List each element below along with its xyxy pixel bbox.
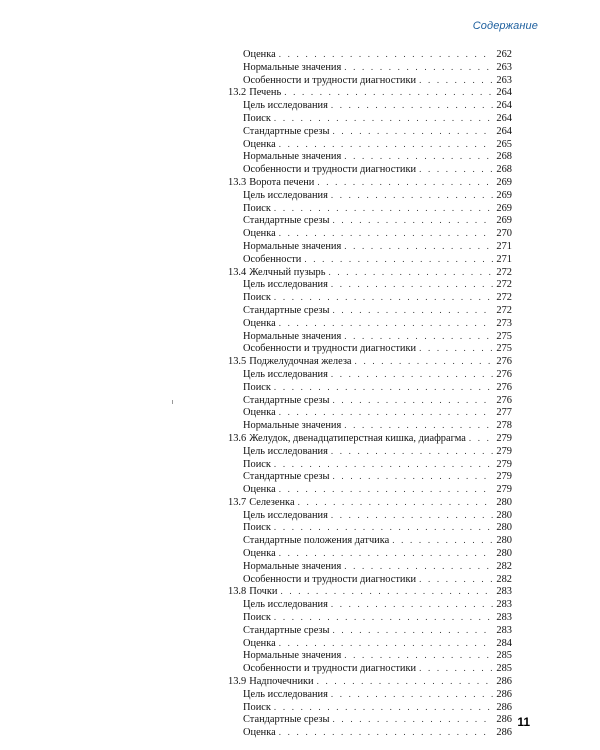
- toc-subsection-entry: [228, 227, 512, 240]
- toc-subsection-entry: [228, 125, 512, 138]
- toc-subsection-entry: [228, 394, 512, 407]
- toc-entry-title: Поиск: [243, 381, 271, 393]
- toc-subsection-entry: [228, 458, 512, 471]
- toc-section-number: 13.6: [228, 432, 247, 444]
- toc-subsection-entry: [228, 726, 512, 739]
- toc-dot-leader: [331, 598, 494, 611]
- toc-entry-title: Особенности: [243, 253, 302, 265]
- toc-dot-leader: [279, 483, 494, 496]
- toc-dot-leader: [333, 214, 494, 227]
- toc-page-number: 283: [496, 624, 512, 636]
- toc-dot-leader: [333, 304, 494, 317]
- toc-page-number: 286: [496, 701, 512, 713]
- toc-subsection-entry: [228, 534, 512, 547]
- toc-page-number: 270: [496, 228, 512, 240]
- toc-entry-title: Желудок, двенадцатиперстная кишка, диафрагма: [249, 432, 466, 444]
- toc-entry-title: Особенности и трудности диагностики: [243, 573, 417, 585]
- toc-page-number: 280: [496, 496, 512, 508]
- toc-entry-title: Ворота печени: [249, 176, 315, 188]
- toc-subsection-entry: [228, 406, 512, 419]
- toc-dot-leader: [333, 713, 494, 726]
- toc-entry-title: Поиск: [243, 112, 271, 124]
- toc-dot-leader: [279, 406, 494, 419]
- toc-section-entry: [228, 176, 512, 189]
- toc-dot-leader: [344, 560, 493, 573]
- toc-entry-title: Поиск: [243, 612, 271, 624]
- toc-section-number: 13.5: [228, 356, 247, 368]
- toc-page-number: 276: [496, 381, 512, 393]
- toc-subsection-entry: [228, 99, 512, 112]
- toc-subsection-entry: [228, 509, 512, 522]
- toc-page-number: 286: [496, 714, 512, 726]
- toc-section-entry: [228, 496, 512, 509]
- toc-dot-leader: [344, 649, 493, 662]
- toc-entry-title: Оценка: [243, 228, 276, 240]
- toc-entry-title: Стандартные срезы: [243, 624, 330, 636]
- toc-entry-title: Цель исследования: [243, 599, 328, 611]
- toc-dot-leader: [344, 150, 493, 163]
- toc-dot-leader: [279, 547, 494, 560]
- toc-subsection-entry: [228, 150, 512, 163]
- toc-dot-leader: [331, 509, 494, 522]
- toc-entry-title: Желчный пузырь: [249, 266, 326, 278]
- toc-subsection-entry: [228, 330, 512, 343]
- toc-subsection-entry: [228, 483, 512, 496]
- toc-page-number: 264: [496, 112, 512, 124]
- toc-page-number: 275: [496, 343, 512, 355]
- toc-entry-title: Нормальные значения: [243, 151, 342, 163]
- toc-page-number: 280: [496, 548, 512, 560]
- toc-page-number: 282: [496, 573, 512, 585]
- toc-subsection-entry: [228, 637, 512, 650]
- toc-section-number: 13.3: [228, 176, 247, 188]
- toc-subsection-entry: [228, 521, 512, 534]
- toc-dot-leader: [419, 573, 493, 586]
- toc-page-number: 264: [496, 100, 512, 112]
- toc-dot-leader: [298, 496, 494, 509]
- toc-dot-leader: [344, 419, 493, 432]
- toc-section-number: 13.2: [228, 87, 247, 99]
- toc-entry-title: Оценка: [243, 317, 276, 329]
- toc-page-number: 263: [496, 74, 512, 86]
- toc-dot-leader: [419, 662, 493, 675]
- toc-entry-title: Стандартные срезы: [243, 714, 330, 726]
- toc-subsection-entry: [228, 688, 512, 701]
- toc-page-number: 279: [496, 432, 512, 444]
- toc-entry-title: Особенности и трудности диагностики: [243, 663, 417, 675]
- toc-entry-title: Поиск: [243, 458, 271, 470]
- toc-dot-leader: [344, 240, 493, 253]
- toc-subsection-entry: [228, 112, 512, 125]
- toc-dot-leader: [419, 163, 493, 176]
- toc-entry-title: Нормальные значения: [243, 240, 342, 252]
- toc-dot-leader: [469, 432, 494, 445]
- toc-dot-leader: [284, 86, 493, 99]
- toc-entry-title: Цель исследования: [243, 368, 328, 380]
- toc-section-number: 13.4: [228, 266, 247, 278]
- toc-subsection-entry: [228, 189, 512, 202]
- toc-subsection-entry: [228, 713, 512, 726]
- toc-dot-leader: [280, 585, 493, 598]
- table-of-contents: [228, 48, 512, 739]
- toc-page-number: 280: [496, 509, 512, 521]
- toc-entry-title: Особенности и трудности диагностики: [243, 74, 417, 86]
- toc-dot-leader: [419, 342, 493, 355]
- toc-page-number: 279: [496, 471, 512, 483]
- toc-page-number: 279: [496, 484, 512, 496]
- page-number: 11: [517, 715, 530, 729]
- toc-dot-leader: [333, 125, 494, 138]
- toc-dot-leader: [331, 445, 494, 458]
- toc-subsection-entry: [228, 381, 512, 394]
- toc-entry-title: Оценка: [243, 484, 276, 496]
- toc-subsection-entry: [228, 342, 512, 355]
- toc-subsection-entry: [228, 662, 512, 675]
- toc-subsection-entry: [228, 419, 512, 432]
- toc-page-number: 272: [496, 266, 512, 278]
- toc-subsection-entry: [228, 278, 512, 291]
- toc-page-number: 283: [496, 599, 512, 611]
- toc-subsection-entry: [228, 470, 512, 483]
- toc-page-number: 263: [496, 61, 512, 73]
- toc-page-number: 264: [496, 87, 512, 99]
- toc-page-number: 269: [496, 202, 512, 214]
- toc-page-number: 269: [496, 189, 512, 201]
- toc-section-entry: [228, 585, 512, 598]
- toc-entry-title: Поиск: [243, 522, 271, 534]
- toc-page-number: 282: [496, 560, 512, 572]
- toc-subsection-entry: [228, 649, 512, 662]
- toc-dot-leader: [274, 458, 493, 471]
- toc-entry-title: Стандартные срезы: [243, 471, 330, 483]
- toc-entry-title: Стандартные срезы: [243, 394, 330, 406]
- toc-dot-leader: [419, 74, 493, 87]
- toc-entry-title: Цель исследования: [243, 509, 328, 521]
- toc-page-number: 279: [496, 445, 512, 457]
- toc-dot-leader: [344, 330, 493, 343]
- toc-section-entry: [228, 86, 512, 99]
- toc-page-number: 268: [496, 164, 512, 176]
- toc-subsection-entry: [228, 163, 512, 176]
- toc-page-number: 271: [496, 240, 512, 252]
- toc-entry-title: Нормальные значения: [243, 61, 342, 73]
- toc-entry-title: Нормальные значения: [243, 560, 342, 572]
- toc-entry-title: Цель исследования: [243, 279, 328, 291]
- toc-entry-title: Оценка: [243, 548, 276, 560]
- toc-entry-title: Оценка: [243, 727, 276, 739]
- toc-subsection-entry: [228, 214, 512, 227]
- toc-dot-leader: [331, 99, 494, 112]
- toc-entry-title: Печень: [249, 87, 282, 99]
- toc-section-number: 13.7: [228, 496, 247, 508]
- toc-dot-leader: [274, 611, 493, 624]
- toc-page-number: 286: [496, 727, 512, 739]
- toc-page-number: 278: [496, 420, 512, 432]
- toc-dot-leader: [274, 381, 493, 394]
- toc-entry-title: Цель исследования: [243, 100, 328, 112]
- toc-dot-leader: [333, 470, 494, 483]
- running-header: Содержание: [472, 20, 538, 32]
- toc-dot-leader: [279, 726, 494, 739]
- toc-entry-title: Цель исследования: [243, 189, 328, 201]
- toc-dot-leader: [344, 61, 493, 74]
- toc-entry-title: Стандартные срезы: [243, 125, 330, 137]
- toc-subsection-entry: [228, 291, 512, 304]
- toc-entry-title: Почки: [249, 586, 278, 598]
- toc-dot-leader: [331, 278, 494, 291]
- toc-entry-title: Нормальные значения: [243, 420, 342, 432]
- toc-entry-title: Оценка: [243, 138, 276, 150]
- toc-entry-title: Поиск: [243, 292, 271, 304]
- toc-subsection-entry: [228, 701, 512, 714]
- toc-page-number: 272: [496, 304, 512, 316]
- toc-subsection-entry: [228, 560, 512, 573]
- toc-subsection-entry: [228, 202, 512, 215]
- toc-entry-title: Оценка: [243, 637, 276, 649]
- toc-section-entry: [228, 675, 512, 688]
- toc-dot-leader: [274, 202, 493, 215]
- toc-dot-leader: [317, 176, 493, 189]
- toc-dot-leader: [317, 675, 494, 688]
- toc-subsection-entry: [228, 368, 512, 381]
- toc-dot-leader: [331, 368, 494, 381]
- toc-entry-title: Особенности и трудности диагностики: [243, 164, 417, 176]
- scan-speck: [172, 400, 173, 404]
- toc-entry-title: Нормальные значения: [243, 650, 342, 662]
- toc-page-number: 283: [496, 612, 512, 624]
- toc-entry-title: Цель исследования: [243, 445, 328, 457]
- toc-subsection-entry: [228, 547, 512, 560]
- toc-entry-title: Цель исследования: [243, 688, 328, 700]
- toc-subsection-entry: [228, 240, 512, 253]
- toc-subsection-entry: [228, 48, 512, 61]
- toc-dot-leader: [279, 317, 494, 330]
- toc-page-number: 271: [496, 253, 512, 265]
- toc-page-number: 269: [496, 215, 512, 227]
- toc-section-entry: [228, 432, 512, 445]
- toc-subsection-entry: [228, 61, 512, 74]
- toc-dot-leader: [274, 521, 493, 534]
- toc-subsection-entry: [228, 573, 512, 586]
- toc-dot-leader: [279, 637, 494, 650]
- toc-subsection-entry: [228, 253, 512, 266]
- toc-subsection-entry: [228, 611, 512, 624]
- toc-page-number: 284: [496, 637, 512, 649]
- toc-dot-leader: [279, 48, 494, 61]
- toc-dot-leader: [274, 291, 493, 304]
- toc-page-number: 262: [496, 49, 512, 60]
- toc-entry-title: Стандартные положения датчика: [243, 535, 390, 547]
- toc-entry-title: Поиск: [243, 202, 271, 214]
- toc-page-number: 285: [496, 663, 512, 675]
- toc-page-number: 280: [496, 535, 512, 547]
- toc-page-number: 277: [496, 407, 512, 419]
- toc-page-number: 283: [496, 586, 512, 598]
- toc-dot-leader: [304, 253, 493, 266]
- toc-dot-leader: [392, 534, 493, 547]
- toc-dot-leader: [331, 688, 494, 701]
- toc-entry-title: Поиск: [243, 701, 271, 713]
- toc-page-number: 280: [496, 522, 512, 534]
- toc-entry-title: Надпочечники: [249, 676, 314, 688]
- toc-entry-title: Селезенка: [249, 496, 295, 508]
- toc-page-number: 286: [496, 688, 512, 700]
- toc-entry-title: Особенности и трудности диагностики: [243, 343, 417, 355]
- toc-subsection-entry: [228, 624, 512, 637]
- toc-page-number: 265: [496, 138, 512, 150]
- toc-page-number: 279: [496, 458, 512, 470]
- toc-dot-leader: [328, 266, 493, 279]
- toc-page-number: 272: [496, 292, 512, 304]
- toc-subsection-entry: [228, 598, 512, 611]
- toc-page-number: 276: [496, 394, 512, 406]
- toc-entry-title: Стандартные срезы: [243, 215, 330, 227]
- toc-entry-title: Нормальные значения: [243, 330, 342, 342]
- toc-page-number: 269: [496, 176, 512, 188]
- toc-entry-title: Оценка: [243, 407, 276, 419]
- toc-entry-title: Оценка: [243, 49, 276, 60]
- toc-page-number: 273: [496, 317, 512, 329]
- toc-page-number: 275: [496, 330, 512, 342]
- toc-section-number: 13.8: [228, 586, 247, 598]
- toc-dot-leader: [333, 624, 494, 637]
- toc-page-number: 285: [496, 650, 512, 662]
- toc-dot-leader: [279, 138, 494, 151]
- toc-dot-leader: [331, 189, 494, 202]
- toc-section-number: 13.9: [228, 676, 247, 688]
- toc-dot-leader: [274, 701, 493, 714]
- toc-page-number: 286: [496, 676, 512, 688]
- toc-entry-title: Стандартные срезы: [243, 304, 330, 316]
- toc-section-entry: [228, 355, 512, 368]
- toc-subsection-entry: [228, 445, 512, 458]
- toc-page-number: 276: [496, 356, 512, 368]
- toc-subsection-entry: [228, 138, 512, 151]
- toc-section-entry: [228, 266, 512, 279]
- toc-subsection-entry: [228, 317, 512, 330]
- toc-subsection-entry: [228, 304, 512, 317]
- toc-page-number: 272: [496, 279, 512, 291]
- toc-dot-leader: [333, 394, 494, 407]
- toc-dot-leader: [279, 227, 494, 240]
- toc-subsection-entry: [228, 74, 512, 87]
- toc-dot-leader: [355, 355, 494, 368]
- toc-entry-title: Поджелудочная железа: [249, 356, 352, 368]
- toc-page-number: 268: [496, 151, 512, 163]
- toc-dot-leader: [274, 112, 493, 125]
- toc-page-number: 276: [496, 368, 512, 380]
- toc-page-number: 264: [496, 125, 512, 137]
